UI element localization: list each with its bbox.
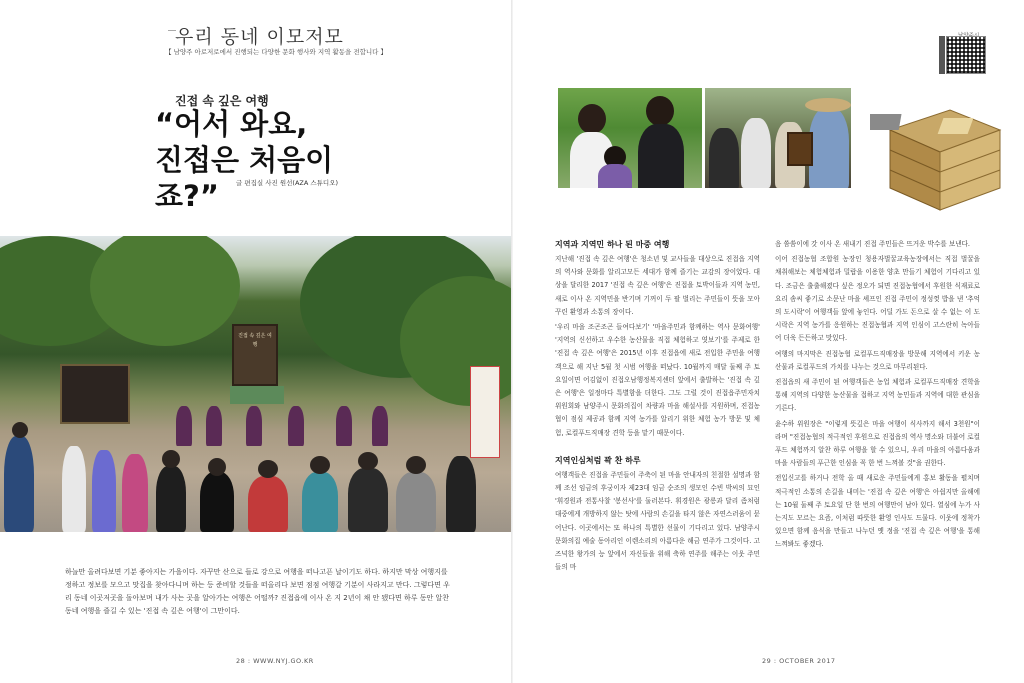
audience-head — [406, 456, 426, 474]
article-column-1 — [555, 238, 760, 576]
performer-figure — [246, 406, 262, 446]
vertical-banner — [470, 366, 500, 458]
audience-figure — [122, 454, 148, 532]
audience-head — [162, 450, 180, 468]
section-subtitle: 【 남양주 아로저로에서 진행되는 다양한 문화 행사와 지역 활동을 전합니다 】 — [165, 48, 388, 56]
performer-figure — [372, 406, 388, 446]
person-head — [578, 104, 606, 134]
performer-figure — [288, 406, 304, 446]
performer-figure — [336, 406, 352, 446]
photo-beekeeping-experience — [705, 88, 851, 188]
main-photo-haegeum-performance — [0, 236, 511, 532]
person-figure — [638, 124, 684, 188]
event-sign-board — [232, 324, 278, 386]
green-stairs — [230, 386, 284, 404]
gift-lid — [870, 114, 902, 130]
audience-head — [12, 422, 28, 438]
subheading-welcome-trip: 지역과 지역민 하나 된 마중 여행 — [555, 240, 670, 249]
beekeeper-figure — [809, 108, 849, 188]
performer-figure — [176, 406, 192, 446]
body-paragraph: 진접읍의 새 주민이 된 여행객들은 농업 체험과 로컬푸드직매장 견학을 통해 지역의 다양한 농산물을 접하고 지역 농민들과 지역에 대한 관심을 기른다. — [775, 378, 980, 413]
article-headline — [155, 106, 395, 214]
gift-food-compartment — [938, 118, 974, 134]
audience-figure — [156, 466, 186, 532]
person-figure — [741, 118, 771, 188]
person-head — [646, 96, 674, 126]
audience-figure — [396, 472, 436, 532]
subheading-full-day: 지역인심처럼 꽉 찬 하루 — [555, 455, 641, 465]
body-paragraph: 여행의 마지막은 진접농협 로컬푸드직매장을 방문해 지역에서 키운 농산물과 로컬푸드의 가치를 나누는 것으로 마무리된다. — [775, 349, 980, 371]
spread-gutter — [511, 0, 513, 683]
audience-head — [358, 452, 378, 470]
body-paragraph: 전입신고를 하거나 전학 올 때 새로운 주민들에게 홍보 활동을 펼치며 적극적인 소통의 손길을 내미는 '진접 속 깊은 여행'은 아쉽지만 올해에는 10월 둘째 주 토요일 단 한 번의 여행만이 남아 있다. 열심에 누가 사는지도 모르는 요즘, 이처럼 따뜻한 환영 인사도 드물다. 이웃에 정착가 있으면 함께 음식을 만들고 나누던 옛 정을 '진접 속 깊은 여행'을 통해 느껴봐도 좋겠다. — [775, 474, 980, 549]
audience-figure — [302, 472, 338, 532]
performer-figure — [206, 406, 222, 446]
section-title: 우리 동네 이모저모 — [175, 26, 344, 48]
decorated-display-board — [60, 364, 130, 424]
body-paragraph: '우리 마을 조곤조곤 들여다보기' '마을주민과 함께하는 역사 문화여행' '지역의 신선하고 우수한 농산물을 직접 체험하고 엿보기'를 주제로 한 '진접 속 깊은 여행'은 2015년 이후 진접읍에 새로 전입한 주민을 여행객으로 해 지난 5월 첫 시범 여행을 떠났다. 10월까지 매달 둘째 주 토요일이면 어김없이 진접오남행정복지센터 앞에서 출발하는 '진접 속 깊은 여행'은 일정마다 특별함을 더한다. 그도 그럴 것이 진접읍주민자치위원회와 남양주시 문화의집이 차량과 마을 해설사를 지원하며, 진접농협이 점심 제공과 함께 지역 농가를 알리기 위한 체험 농가 방문 및 체험, 로컬푸드직매장 견학 등을 맡기 때문이다. — [555, 323, 760, 437]
body-paragraph: 음 씀씀이에 갓 이사 온 새내기 진접 주민들은 뜨거운 박수를 보낸다. — [775, 240, 971, 248]
person-figure — [709, 128, 739, 188]
article-byline: 글 편집실 사진 원선(AZA 스튜디오) — [236, 179, 339, 187]
qr-code-icon[interactable] — [946, 36, 986, 74]
left-page-folio: 28 : WWW.NYJ.GO.KR — [236, 657, 314, 665]
audience-figure — [348, 468, 388, 532]
audience-figure — [200, 472, 234, 532]
body-paragraph: 이어 진접농협 조합원 농장인 청용자벌꿀교육농장에서는 직접 벌꿀을 채취해보는 체험체험과 밀랍을 이용한 양초 만들기 체험이 기다리고 있다. 조금은 출출해졌다 싶은 정오가 되면 진접농협에서 후원한 식재료로 요리 솜씨 좋기로 소문난 마을 셰프인 진접 주민이 정성껏 밥을 낸 '추억의 도시락'이 여행객들 앞에 놓인다. 어딜 가도 돈으로 살 수 없는 이 도시락은 지역 농가를 응원하는 진접농협과 지역 인심이 고스란히 녹아들어 더욱 든든하고 맛있다. — [775, 255, 980, 343]
audience-figure — [446, 456, 476, 532]
qr-side-strip — [939, 36, 945, 74]
intro-paragraph: 하늘만 올려다보면 기분 좋아지는 가을이다. 자꾸만 산으로 들로 강으로 여행을 떠나고픈 날이기도 하다. 하지만 막상 여행지를 정하고 정보를 모으고 맛집을 찾아다니며 하는 등 준비할 것들을 떠올리다 보면 점점 여행갈 기분이 사라지고 만다. 그렇다면 우리 동네 이곳저곳을 돌아보며 내가 사는 곳을 알아가는 여행은 어떨까? 진접읍에 이사 온 지 2년이 채 안 됐다면 하루 동안 알찬 동네 여행을 즐길 수 있는 '진접 속 깊은 여행'이 그만이다. — [65, 568, 450, 615]
audience-head — [310, 456, 330, 474]
body-paragraph: 지난해 '진접 속 깊은 여행'은 청소년 및 교사들을 대상으로 진접읍 지역의 역사와 문화를 알리고모든 세대가 함께 즐기는 교감의 장이었다. 대상을 달리한 2017 '진접 속 깊은 여행'은 진접을 토박이들과 지역 농민, 새로 이사 온 지역민을 반기며 기꺼이 두 팔 벌리는 주민들이 뜻을 모아 꾸린 환영과 소통의 장이다. — [555, 255, 760, 316]
beehive-frame — [787, 132, 813, 166]
lunchbox-gift-set — [870, 100, 1010, 215]
child-figure — [598, 164, 632, 188]
headline-line-1: “어서 와요, — [155, 107, 308, 141]
straw-hat — [805, 98, 851, 112]
headline-line-2: 진접은 처음이죠?” — [155, 143, 334, 213]
audience-figure — [248, 476, 288, 532]
tree-shape — [90, 236, 240, 346]
article-kicker: 진접 속 깊은 여행 — [175, 94, 269, 108]
body-paragraph: 여행객들은 진접을 주민들이 주축이 된 마을 안내자의 친절한 설명과 함께 조선 임금의 후궁이자 제23대 임금 순조의 생모인 수빈 박씨의 묘인 '휘경원과 전통사찰 '봉선사'를 둘러본다. 휘경원은 광릉과 달리 좀처럼 대중에게 개방하지 않는 탓에 사람의 손길을 타지 않은 자연스러움이 묻어난다. 이곳에서는 또 하나의 특별한 선물이 기다리고 있다. 남양주시 문화의집 예술 동아리인 이렌소리의 아름다운 해금 연주가 그것이다. 고즈넉한 왕가의 능 앞에서 자신들을 위해 축하 연주를 해주는 이웃 주민들의 마 — [555, 470, 760, 572]
photo-smiling-residents — [558, 88, 702, 188]
audience-figure — [92, 450, 116, 532]
audience-head — [208, 458, 226, 476]
article-column-2 — [775, 238, 980, 554]
audience-head — [258, 460, 278, 478]
right-page-folio: 29 : OCTOBER 2017 — [762, 657, 836, 665]
event-sign-text: 진접 속 깊은 여행 — [238, 333, 272, 348]
audience-figure — [4, 436, 34, 532]
audience-figure — [62, 446, 86, 532]
paragraph-gap — [555, 442, 760, 454]
body-paragraph: 윤수하 위원장은 "이렇게 뜻깊은 마을 여행이 식사까지 해서 3천원"이라며 "진접농협의 적극적인 후원으로 진접읍의 역사 명소와 더불어 로컬푸드 체험까지 알찬 하루 여행을 할 수 있으니, 우리 마을의 아름다움과 마을 사람들의 푸근한 인심을 꼭 한 번 느껴볼 것"을 권한다. — [775, 419, 980, 468]
